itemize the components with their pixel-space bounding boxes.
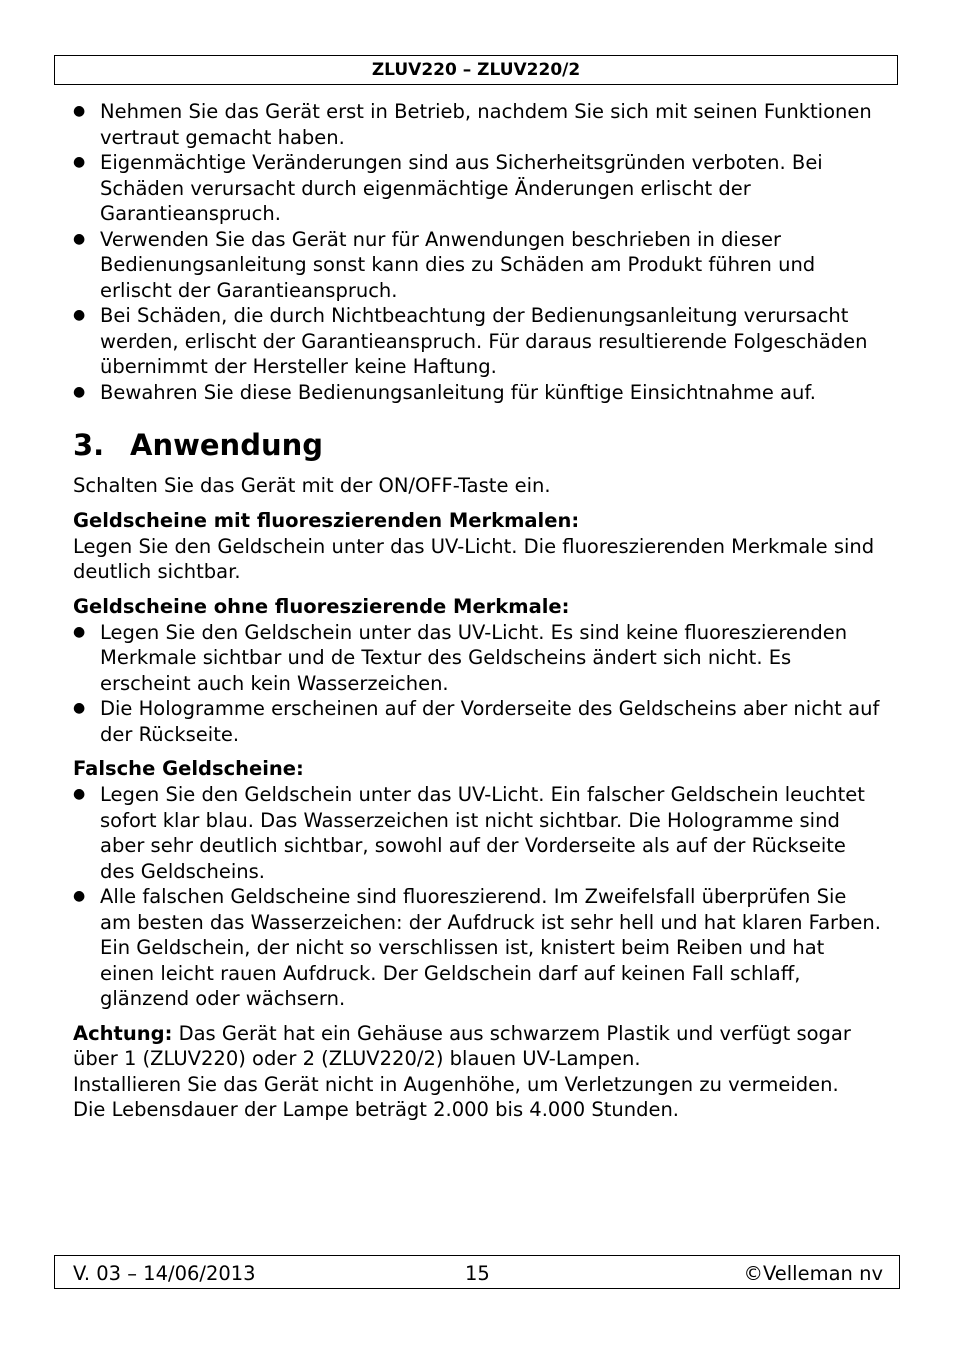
page-footer	[54, 1255, 900, 1289]
list-item: ● Legen Sie den Geldschein unter das UV-Licht. Es sind keine fluoreszierenden Merkmale sichtbar und de Textur des Geldscheins ändert sich nicht. Es erscheint auch kein Wasserzeichen.	[73, 620, 848, 695]
caution-text: Das Gerät hat ein Gehäuse aus schwarzem Plastik und verfügt sogar über 1 (ZLUV220) oder 2 (ZLUV220/2) blauen UV-Lampen.	[73, 1021, 851, 1070]
section-number: 3.	[73, 428, 105, 462]
section-intro: Schalten Sie das Gerät mit der ON/OFF-Taste ein.	[73, 474, 551, 497]
fake-bullet-list	[73, 782, 883, 1012]
bullet-icon: ●	[73, 103, 86, 119]
footer-copyright: ©Velleman nv	[743, 1262, 883, 1285]
subheading-fluorescent: Geldscheine mit fluoreszierenden Merkmalen:	[73, 508, 580, 532]
page-content	[73, 99, 883, 1123]
caution-paragraph	[73, 1021, 883, 1072]
bullet-icon: ●	[73, 307, 86, 323]
bullet-icon: ●	[73, 154, 86, 170]
footer-version: V. 03 – 14/06/2013	[73, 1262, 256, 1285]
list-item: ● Verwenden Sie das Gerät nur für Anwendungen beschrieben in dieser Bedienungsanleitung sonst kann dies zu Schäden am Produkt führen und erlischt der Garantieanspruch.	[73, 227, 816, 302]
footer-page-number: 15	[465, 1262, 490, 1285]
list-item: ● Alle falschen Geldscheine sind fluoreszierend. Im Zweifelsfall überprüfen Sie am besten das Wasserzeichen: der Aufdruck ist sehr hell und hat klaren Farben. Ein Geldschein, der nicht so verschlissen ist, knistert beim Reiben und hat einen leicht rauen Aufdruck. Der Geldschein darf auf keinen Fall schlaff, glänzend oder wächsern.	[73, 885, 881, 1010]
list-item: ● Nehmen Sie das Gerät erst in Betrieb, nachdem Sie sich mit seinen Funktionen vertraut gemacht haben.	[73, 100, 872, 149]
list-item: ● Bewahren Sie diese Bedienungsanleitung für künftige Einsichtnahme auf.	[73, 380, 816, 404]
list-item: ● Legen Sie den Geldschein unter das UV-Licht. Ein falscher Geldschein leuchtet sofort klar blau. Das Wasserzeichen ist nicht sichtbar. Die Hologramme sind aber sehr deutlich sichtbar, sowohl auf der Vorderseite als auf der Rückseite des Geldscheins.	[73, 783, 865, 883]
caution-label: Achtung:	[73, 1021, 173, 1045]
bullet-icon: ●	[73, 786, 86, 802]
bullet-icon: ●	[73, 700, 86, 716]
header-title: ZLUV220 – ZLUV220/2	[371, 60, 581, 80]
section-heading	[73, 427, 883, 463]
install-paragraph: Installieren Sie das Gerät nicht in Augenhöhe, um Verletzungen zu vermeiden.	[73, 1072, 839, 1096]
bullet-icon: ●	[73, 623, 86, 640]
intro-bullet-list	[73, 99, 883, 405]
subheading-fake: Falsche Geldscheine:	[73, 757, 304, 780]
non-fluorescent-bullet-list	[73, 620, 883, 748]
list-item: ● Bei Schäden, die durch Nichtbeachtung der Bedienungsanleitung verursacht werden, erlischt der Garantieanspruch. Für daraus resultierende Folgeschäden übernimmt der Hersteller keine Haftung.	[73, 304, 868, 378]
bullet-icon: ●	[73, 888, 86, 904]
list-item: ● Eigenmächtige Veränderungen sind aus Sicherheitsgründen verboten. Bei Schäden verursacht durch eigenmächtige Änderungen erlischt der Garantieanspruch.	[73, 151, 823, 225]
bullet-icon: ●	[73, 230, 86, 247]
lifetime-paragraph: Die Lebensdauer der Lampe beträgt 2.000 bis 4.000 Stunden.	[73, 1098, 679, 1121]
section-title: Anwendung	[130, 428, 324, 462]
page-header	[54, 55, 898, 85]
bullet-icon: ●	[73, 383, 86, 400]
paragraph-fluorescent: Legen Sie den Geldschein unter das UV-Licht. Die fluoreszierenden Merkmale sind deutlich sichtbar.	[73, 534, 875, 583]
subheading-non-fluorescent: Geldscheine ohne fluoreszierende Merkmale:	[73, 594, 570, 618]
list-item: ● Die Hologramme erscheinen auf der Vorderseite des Geldscheins aber nicht auf der Rückseite.	[73, 697, 880, 746]
